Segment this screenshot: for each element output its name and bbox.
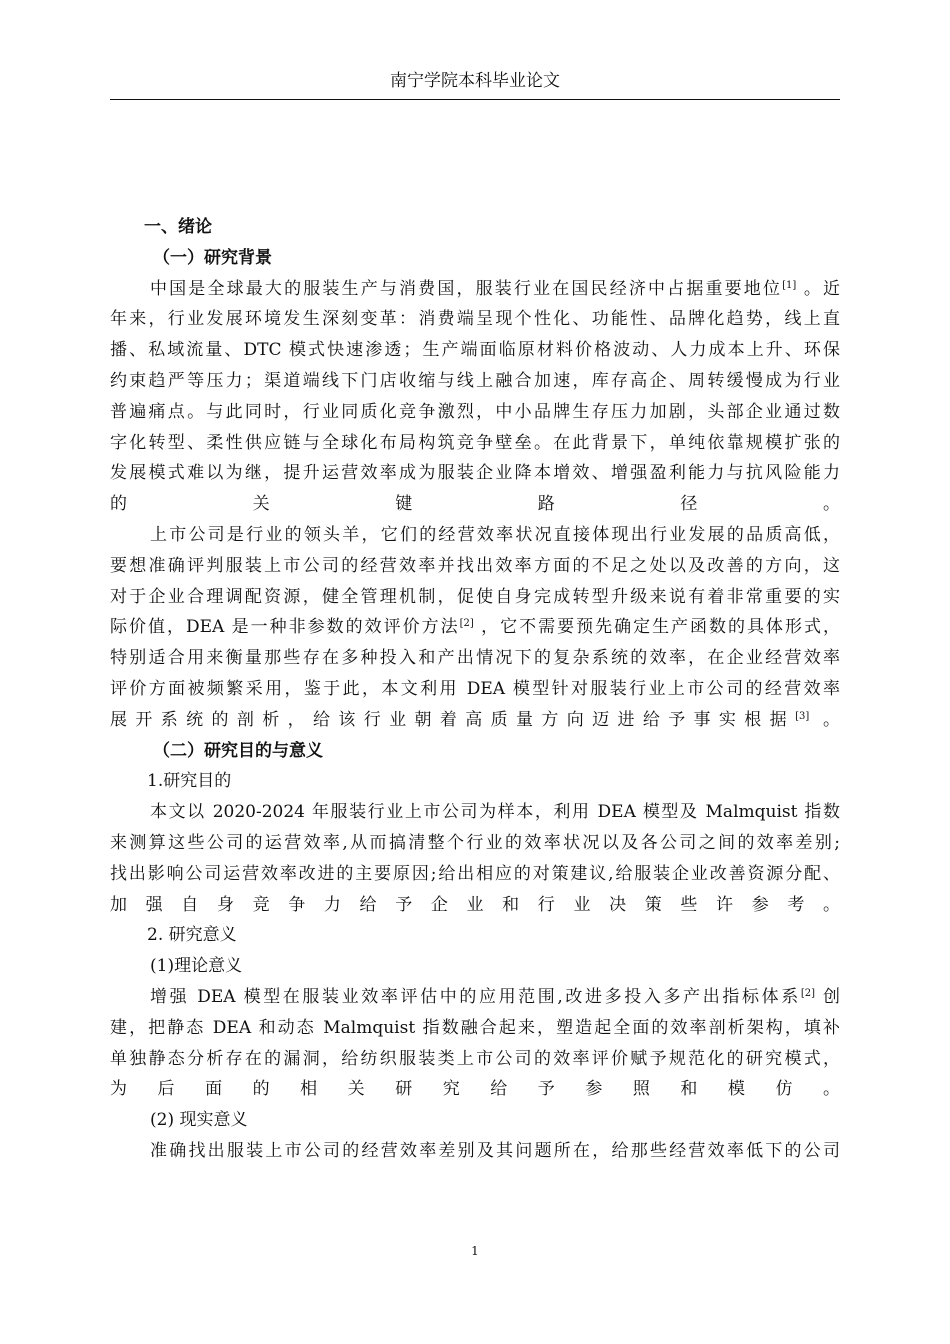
- text-run: 发展模式难以为继，提升运营效率成为服装企业降本增效、增强盈利能力与抗风险能力: [110, 463, 840, 484]
- text-run-tail: 。: [809, 709, 841, 730]
- text-line: [110, 797, 840, 828]
- text-run-tail: ，它不需要预先确定生产函数的具体形式，: [473, 617, 840, 638]
- header-rule: [110, 99, 840, 100]
- text-run: 建，把静态 DEA 和动态 Malmquist 指数融合起来，塑造起全面的效率剖析架构，填补: [110, 1017, 840, 1038]
- section-heading-introduction: 一、绪论: [144, 217, 212, 237]
- paragraph-practical-significance: [110, 1136, 840, 1167]
- text-run-tail: 。近: [796, 278, 841, 299]
- text-line: [110, 366, 840, 397]
- text-run: 找出影响公司运营效率改进的主要原因;给出相应的对策建议,给服装企业改善资源分配、: [110, 863, 840, 884]
- citation-ref: [2]: [800, 987, 815, 999]
- text-run: 加强自身竞争力给予企业和行业决策些许参考。: [110, 894, 840, 915]
- text-run: 字化转型、柔性供应链与全球化布局构筑竞争壁垒。在此背景下，单纯依靠规模扩张的: [110, 432, 840, 453]
- paragraph-background: [110, 274, 840, 520]
- text-run: 来测算这些公司的运营效率,从而搞清整个行业的效率状况以及各公司之间的效率差别;: [110, 832, 840, 853]
- text-run-tail: 创: [814, 986, 841, 1007]
- text-line: [110, 1013, 840, 1044]
- page-number: 1: [471, 1244, 479, 1258]
- text-run: 的关键路径。: [110, 494, 840, 515]
- text-run: 对于企业合理调配资源，健全管理机制，促使自身完成转型升级来说有着非常重要的实: [110, 586, 840, 607]
- paragraph-research-purpose: [110, 797, 840, 920]
- text-line: [110, 643, 840, 674]
- text-line: [110, 489, 840, 520]
- text-run: 特别适合用来衡量那些存在多种投入和产出情况下的复杂系统的效率，在企业经营效率: [110, 648, 840, 669]
- page-body: [110, 212, 840, 1167]
- citation-ref: [1]: [782, 279, 797, 291]
- subsection-heading-purpose: （二）研究目的与意义: [153, 740, 323, 761]
- heading-research-purpose: 1.研究目的: [147, 771, 232, 792]
- text-line: [110, 612, 840, 643]
- heading-theoretical-significance: (1)理论意义: [150, 956, 243, 977]
- running-header: 南宁学院本科毕业论文: [390, 71, 560, 91]
- text-run: 准确找出服装上市公司的经营效率差别及其问题所在，给那些经营效率低下的公司: [150, 1140, 840, 1161]
- text-line: [110, 1044, 840, 1075]
- subsection-heading-background: （一）研究背景: [153, 247, 272, 268]
- text-line: [110, 859, 840, 890]
- text-run: 约束趋严等压力；渠道端线下门店收缩与线上融合加速，库存高企、周转缓慢成为行业: [110, 370, 840, 391]
- text-run: 本文以 2020-2024 年服装行业上市公司为样本，利用 DEA 模型及 Malmquist 指数: [150, 802, 840, 823]
- citation-ref: [3]: [795, 710, 810, 722]
- text-run: 播、私域流量、DTC 模式快速渗透；生产端面临原材料价格波动、人力成本上升、环保: [110, 340, 840, 361]
- text-line: [110, 304, 840, 335]
- heading-practical-significance: (2) 现实意义: [150, 1110, 248, 1131]
- text-run: 际价值，DEA 是一种非参数的效评价方法: [110, 617, 460, 638]
- text-line: [110, 890, 840, 921]
- text-line: [110, 705, 840, 736]
- text-run: 为后面的相关研究给予参照和模仿。: [110, 1079, 840, 1100]
- text-line: [110, 582, 840, 613]
- text-line: [110, 335, 840, 366]
- text-line: [110, 274, 840, 305]
- text-run: 上市公司是行业的领头羊，它们的经营效率状况直接体现出行业发展的品质高低，: [150, 524, 840, 545]
- text-run: 要想准确评判服装上市公司的经营效率并找出效率方面的不足之处以及改善的方向，这: [110, 555, 840, 576]
- text-line: [110, 1074, 840, 1105]
- text-run: 普遍痛点。与此同时，行业同质化竞争激烈，中小品牌生存压力加剧，头部企业通过数: [110, 401, 840, 422]
- text-run: 中国是全球最大的服装生产与消费国，服装行业在国民经济中占据重要地位: [150, 278, 783, 299]
- text-line: [110, 458, 840, 489]
- heading-research-significance: 2. 研究意义: [147, 925, 237, 946]
- text-line: [110, 982, 840, 1013]
- citation-ref: [2]: [459, 618, 474, 630]
- text-run: 单独静态分析存在的漏洞，给纺织服装类上市公司的效率评价赋予规范化的研究模式，: [110, 1048, 840, 1069]
- text-line: [110, 828, 840, 859]
- text-line: [110, 428, 840, 459]
- text-line: [110, 674, 840, 705]
- text-line: [110, 1136, 840, 1167]
- paragraph-theoretical-significance: [110, 982, 840, 1105]
- text-run: 评价方面被频繁采用，鉴于此，本文利用 DEA 模型针对服装行业上市公司的经营效率: [110, 678, 840, 699]
- text-line: [110, 397, 840, 428]
- text-run: 增强 DEA 模型在服装业效率评估中的应用范围,改进多投入多产出指标体系: [150, 986, 801, 1007]
- text-run: 年来，行业发展环境发生深刻变革：消费端呈现个性化、功能性、品牌化趋势，线上直: [110, 309, 840, 330]
- text-line: [110, 551, 840, 582]
- paragraph-listed-companies: [110, 520, 840, 736]
- text-run: 展开系统的剖析，给该行业朝着高质量方向迈进给予事实根据: [110, 709, 796, 730]
- text-line: [110, 520, 840, 551]
